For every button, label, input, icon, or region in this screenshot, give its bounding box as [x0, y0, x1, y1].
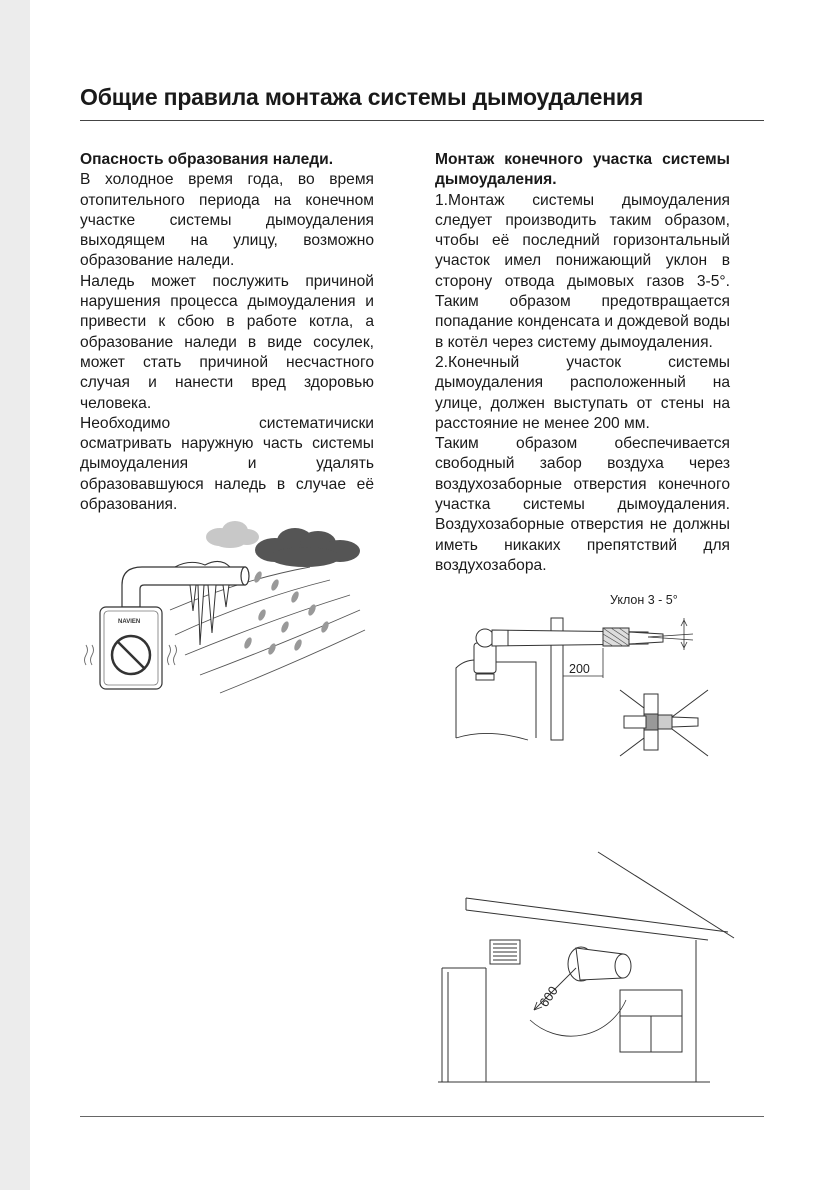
- house-diagram: [438, 850, 738, 1085]
- slope-label: Уклон 3 - 5°: [610, 593, 678, 607]
- footer-divider: [80, 1116, 764, 1117]
- flue-terminal-icon: [568, 947, 631, 981]
- terminal-paragraph-1: 1.Монтаж системы дымоудаления следует производить таким образом, чтобы её последний горизонтальный участок имел понижающий уклон в сторону отвода дымовых газов 3-5°. Таким образом предотвращается попадание конденсата и дождевой воды в котёл через систему дымоудаления.: [435, 191, 730, 351]
- storm-cloud-icon: [255, 528, 360, 567]
- icing-paragraph-1: В холодное время года, во время отопительного периода на конечном участке системы дымоудаления выходящем на улицу, возможно образование наледи.: [80, 171, 374, 270]
- wrong-install-icon: [620, 690, 708, 756]
- page-title: Общие правила монтажа системы дымоудаления: [80, 84, 644, 110]
- terminal-paragraph-2: 2.Конечный участок системы дымоудаления расположенный на улице, должен выступать от стены на расстояние не менее 200 мм.: [435, 353, 730, 432]
- terminal-paragraph-3: Таким образом обеспечивается свободный забор воздуха через воздухозаборные отверстия конечного участка системы дымоудаления. Воздухозаборные отверстия не должны иметь никаких препятствий для воздухозабора.: [435, 435, 730, 574]
- distance-600-label: 600: [536, 983, 561, 1010]
- vent-grille-icon: [490, 940, 520, 964]
- icing-paragraph-2: Наледь может послужить причиной нарушения процесса дымоудаления и привести к сбою в работе котла, а образование наледи в виде сосулек, может стать причиной несчастного случая и нанести вред здоровью человека.: [80, 272, 374, 412]
- left-column: [80, 150, 374, 515]
- distance-200-label: 200: [569, 662, 590, 676]
- page-margin-strip: [0, 0, 30, 1190]
- right-column: [435, 150, 730, 576]
- roof: [466, 852, 734, 940]
- title-divider: [80, 120, 764, 121]
- small-cloud-icon: [206, 521, 259, 548]
- slope-diagram: [448, 588, 740, 760]
- window-icon: [620, 990, 682, 1052]
- icing-illustration: [80, 515, 380, 700]
- boiler-brand-label: NAVIEN: [118, 619, 141, 625]
- terminal-heading: Монтаж конечного участка системы дымоудаления.: [435, 151, 730, 189]
- icing-paragraph-3: Необходимо систематичиски осматривать наружную часть системы дымоудаления и удалять образовавшуюся наледь в случае её образования.: [80, 414, 374, 514]
- icing-heading: Опасность образования наледи.: [80, 151, 334, 168]
